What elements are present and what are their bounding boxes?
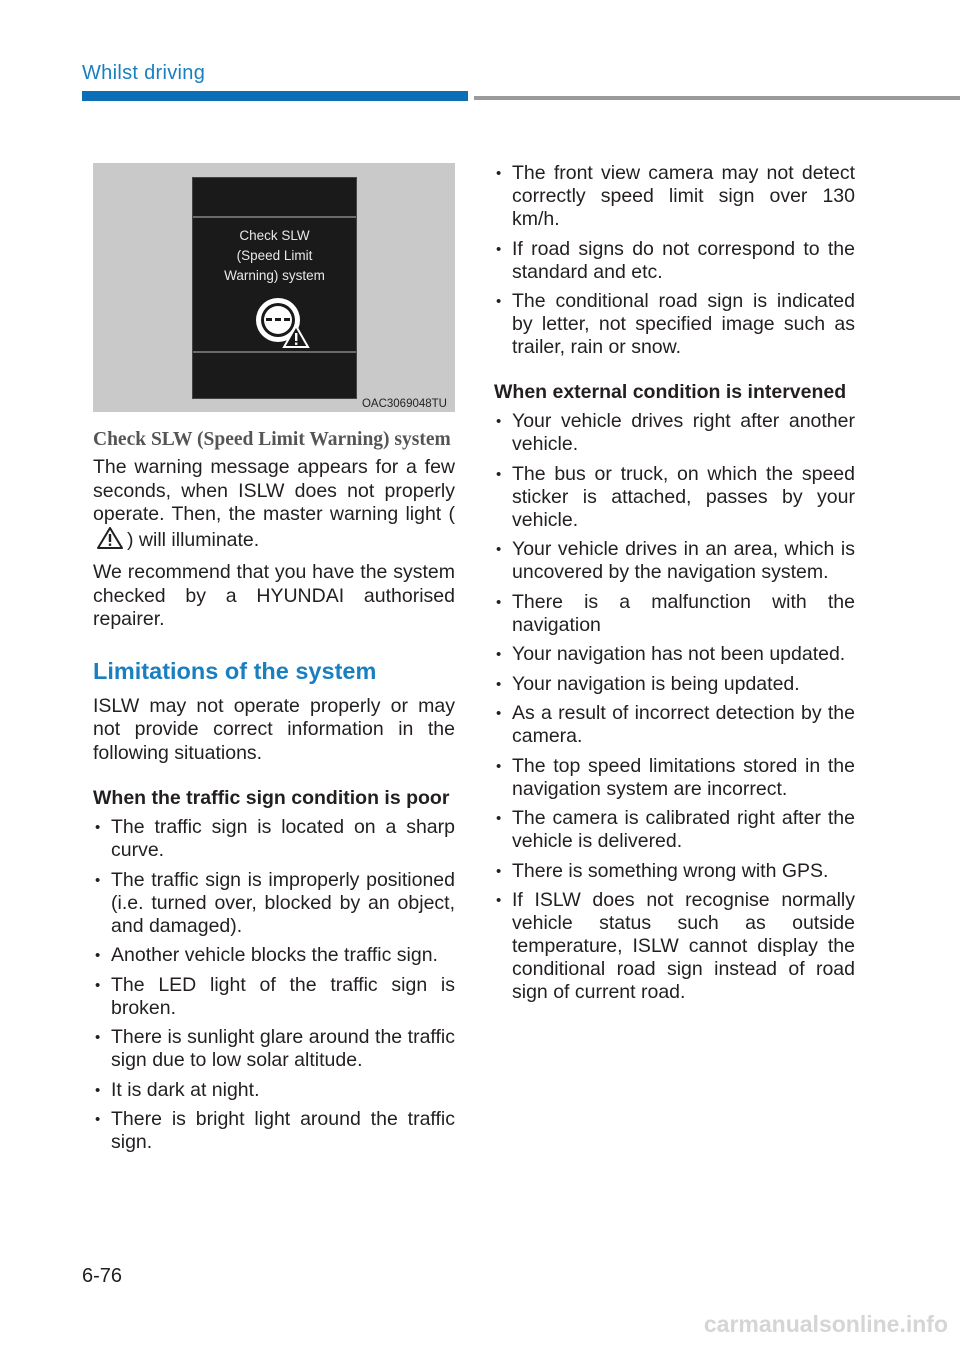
- condition-heading-external: When external condition is intervened: [494, 381, 847, 403]
- subheading-check-slw: Check SLW (Speed Limit Warning) system: [93, 429, 451, 450]
- list-item: • The bus or truck, on which the speed sticker is attached, passes by your vehicle.: [494, 463, 855, 532]
- list-item: • The conditional road sign is indicated by letter, not specified image such as trailer, rain or snow.: [494, 290, 855, 359]
- list-item: • The LED light of the traffic sign is broken.: [93, 974, 455, 1020]
- display-line-1: Check SLW: [239, 228, 310, 243]
- paragraph-limitations-intro: ISLW may not operate properly or may not provide correct information in the following situations.: [93, 694, 455, 764]
- list-item: • The traffic sign is improperly positioned (i.e. turned over, blocked by an object, and damaged).: [93, 869, 455, 938]
- section-title-limitations: Limitations of the system: [93, 657, 377, 684]
- list-item: • Your vehicle drives right after another vehicle.: [494, 410, 855, 456]
- left-column: [93, 428, 455, 1161]
- list-item: • It is dark at night.: [93, 1079, 455, 1102]
- page-number: 6-76: [82, 1265, 123, 1287]
- slw-warning-icon: [248, 296, 312, 350]
- cluster-display: [192, 177, 357, 399]
- section-header: Whilst driving: [82, 62, 206, 84]
- list-item: • There is a malfunction with the navigation: [494, 591, 855, 637]
- display-line-3: Warning) system: [224, 268, 325, 283]
- paragraph-warning-message: [93, 456, 455, 552]
- condition-heading-traffic-sign: When the traffic sign condition is poor: [93, 787, 450, 809]
- display-message: [193, 226, 356, 286]
- list-item: • The traffic sign is located on a sharp curve.: [93, 816, 455, 862]
- paragraph-warning-text-b: ) will illuminate.: [127, 528, 260, 551]
- site-watermark: carmanualsonline.info: [703, 1311, 948, 1337]
- list-item: • If ISLW does not recognise normally vehicle status such as outside temperature, ISLW cannot display the conditional road sign instead of road sign of current road.: [494, 889, 855, 1004]
- camera-condition-list: [494, 162, 855, 359]
- header-bar-accent: [82, 91, 468, 101]
- traffic-sign-condition-list: [93, 816, 455, 1154]
- display-divider-top: [193, 216, 356, 218]
- list-item: • Your navigation has not been updated.: [494, 643, 855, 666]
- list-item: • Your navigation is being updated.: [494, 673, 855, 696]
- list-item: • The top speed limitations stored in the navigation system are incorrect.: [494, 755, 855, 801]
- paragraph-recommend: We recommend that you have the system checked by a HYUNDAI authorised repairer.: [93, 561, 455, 630]
- list-item: • Your vehicle drives in an area, which is uncovered by the navigation system.: [494, 538, 855, 584]
- display-divider-bottom: [193, 351, 356, 353]
- list-item: • There is sunlight glare around the traffic sign due to low solar altitude.: [93, 1026, 455, 1072]
- list-item: • There is bright light around the traffic sign.: [93, 1108, 455, 1154]
- right-column: [494, 162, 855, 1011]
- display-line-2: (Speed Limit: [236, 248, 313, 263]
- master-warning-icon: [97, 527, 123, 549]
- figure-code: OAC3069048TU: [361, 398, 447, 410]
- cluster-figure: [93, 163, 455, 412]
- list-item: • The front view camera may not detect correctly speed limit sign over 130 km/h.: [494, 162, 855, 231]
- list-item: • As a result of incorrect detection by the camera.: [494, 702, 855, 748]
- list-item: • The camera is calibrated right after the vehicle is delivered.: [494, 807, 855, 853]
- list-item: • Another vehicle blocks the traffic sign.: [93, 944, 455, 967]
- list-item: • There is something wrong with GPS.: [494, 860, 855, 883]
- external-condition-list: [494, 410, 855, 1004]
- paragraph-warning-text-a: The warning message appears for a few seconds, when ISLW does not properly operate. Then, the master warning light (: [93, 456, 455, 525]
- header-bar-rule: [474, 96, 960, 100]
- list-item: • If road signs do not correspond to the standard and etc.: [494, 238, 855, 284]
